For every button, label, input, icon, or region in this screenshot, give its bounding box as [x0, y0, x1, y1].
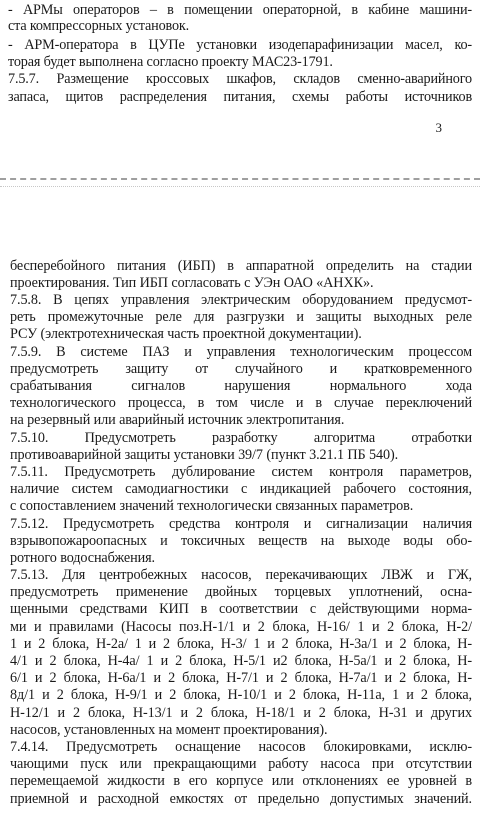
text-line: 7.5.7. Размещение кроссовых шкафов, складов сменно-аварийного	[8, 71, 472, 87]
text-line: взрывопожароопасных и токсичных веществ на выходе воды обо-	[10, 533, 472, 549]
text-line: 7.4.14. Предусмотреть оснащение насосов блокировками, исклю-	[10, 739, 472, 755]
text-line: предусмотреть применение двойных торцевых уплотнений, осна-	[10, 584, 472, 600]
text-line: 7.5.11. Предусмотреть дублирование систем контроля параметров,	[10, 464, 472, 480]
text-line: 7.5.9. В системе ПАЗ и управления технологическим процессом	[10, 344, 472, 360]
text-line: приемной и расходной емкостях от предельно допустимых значений.	[10, 791, 472, 807]
text-line: 7.5.10. Предусмотреть разработку алгоритма отработки	[10, 430, 472, 446]
page-number: 3	[435, 120, 442, 135]
page-separator	[0, 178, 480, 187]
text-line: торая будет выполнена согласно проекту МАС23-1791.	[8, 54, 333, 70]
top-page-fragment	[0, 0, 480, 175]
text-line: запаса, щитов распределения питания, схемы работы источников	[8, 89, 472, 105]
text-line: ми и правилами (Насосы поз.Н-1/1 и 2 блока, Н-16/ 1 и 2 блока, Н-2/	[10, 619, 472, 635]
text-line: ста компрессорных установок.	[8, 18, 190, 34]
text-line: щенными средствами КИП в соответствии с действующими норма-	[10, 601, 472, 617]
text-line: 8д/1 и 2 блока, Н-9/1 и 2 блока, Н-10/1 и 2 блока, Н-11а, 1 и 2 блока,	[10, 687, 472, 703]
text-line: 6/1 и 2 блока, Н-6а/1 и 2 блока, Н-7/1 и 2 блока, Н-7а/1 и 2 блока, Н-	[10, 670, 472, 686]
text-line: бесперебойного питания (ИБП) в аппаратной определить на стадии	[10, 258, 472, 274]
text-line: чающими пуск или прекращающими работу насоса при отсутствии	[10, 756, 472, 772]
text-line: наличие систем самодиагностики с индикацией рабочего состояния,	[10, 481, 472, 497]
text-line: на резервный или аварийный источник электропитания.	[10, 412, 345, 428]
text-line: 7.5.12. Предусмотреть средства контроля и сигнализации наличия	[10, 516, 472, 532]
text-line: насосов, установленных на момент проектирования).	[10, 722, 328, 738]
text-line: противоаварийной защиты установки 39/7 (пункт 3.21.1 ПБ 540).	[10, 447, 399, 463]
text-line: - АРМы операторов – в помещении операторной, в кабине машини-	[8, 2, 472, 18]
text-line: проектирования. Тип ИБП согласовать с УЭн ОАО «АНХК».	[10, 275, 374, 291]
text-line: 4/1 и 2 блока, Н-4а/ 1 и 2 блока, Н-5/1 и2 блока, Н-5а/1 и 2 блока, Н-	[10, 653, 472, 669]
text-line: с сопоставлением значений технологически связанных параметров.	[10, 498, 414, 514]
text-line: Н-12/1 и 2 блока, Н-13/1 и 2 блока, Н-18/1 и 2 блока, Н-31 и других	[10, 705, 472, 721]
text-line: - АРМ-оператора в ЦУПе установки изодепарафинизации масел, ко-	[8, 37, 472, 53]
text-line: ротного водоснабжения.	[10, 550, 155, 566]
text-line: перемещаемой жидкости в его корпусе или отклонениях ее уровней в	[10, 773, 472, 789]
text-line: реть промежуточные реле для разгрузки и защиты выходных реле	[10, 309, 472, 325]
text-line: 7.5.13. Для центробежных насосов, перекачивающих ЛВЖ и ГЖ,	[10, 567, 472, 583]
text-line: технологического процесса, в том числе и в случае переключений	[10, 395, 472, 411]
text-line: 7.5.8. В цепях управления электрическим оборудованием предусмот-	[10, 292, 472, 308]
text-line: РСУ (электротехническая часть проектной документации).	[10, 326, 362, 342]
text-line: 1 и 2 блока, Н-2а/ 1 и 2 блока, Н-3/ 1 и 2 блока, Н-3а/1 и 2 блока, Н-	[10, 636, 472, 652]
bottom-page-fragment	[0, 250, 480, 831]
text-line: срабатывания сигналов нарушения нормального хода	[10, 378, 472, 394]
text-line: предусмотреть защиту от случайного и кратковременного	[10, 361, 472, 377]
